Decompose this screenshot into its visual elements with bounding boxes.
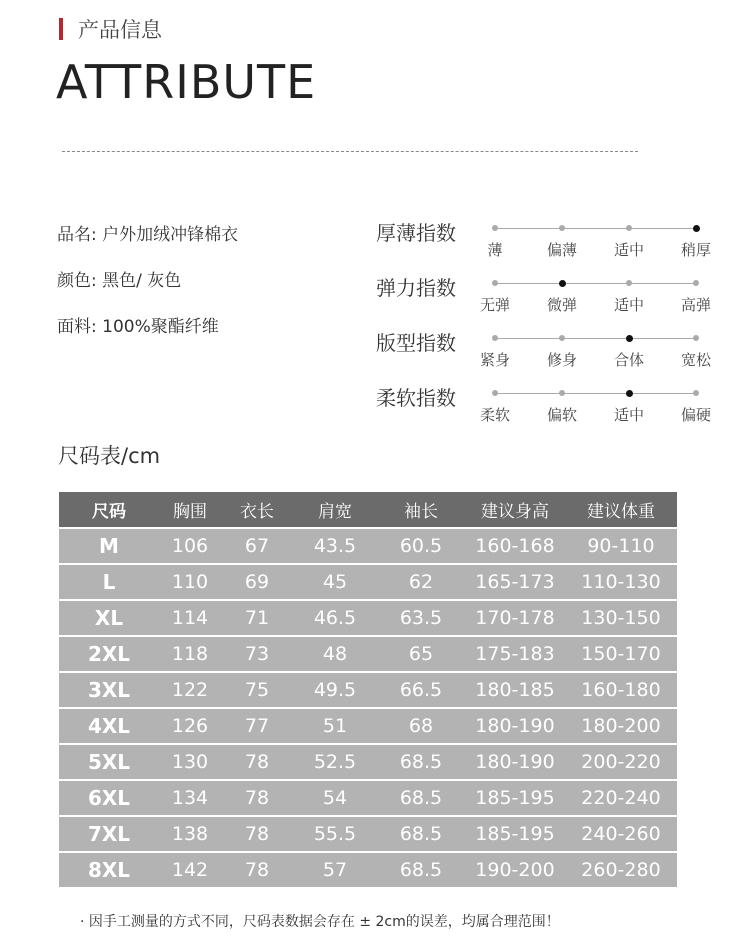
index-dot	[559, 225, 565, 231]
index-dot	[492, 335, 498, 341]
size-cell: 6XL	[59, 780, 159, 816]
index-dot	[693, 335, 699, 341]
table-cell: 142	[159, 852, 221, 887]
table-header-cell: 肩宽	[293, 492, 377, 528]
index-option-label: 紧身	[479, 351, 510, 369]
table-header-cell: 衣长	[221, 492, 293, 528]
index-option-label: 偏硬	[680, 406, 711, 424]
table-cell: 185-195	[465, 816, 565, 852]
table-row	[59, 708, 677, 744]
table-cell: 49.5	[293, 672, 377, 708]
index-option-label: 无弹	[479, 296, 510, 314]
table-header-cell: 建议体重	[565, 492, 677, 528]
size-cell: 2XL	[59, 636, 159, 672]
table-cell: 170-178	[465, 600, 565, 636]
table-cell: 55.5	[293, 816, 377, 852]
index-option-label: 高弹	[680, 296, 711, 314]
info-label: 面料	[57, 317, 91, 337]
table-cell: 63.5	[377, 600, 465, 636]
table-cell: 71	[221, 600, 293, 636]
table-cell: 75	[221, 672, 293, 708]
index-option-label: 适中	[613, 406, 644, 424]
table-cell: 68.5	[377, 780, 465, 816]
table-cell: 110-130	[565, 564, 677, 600]
table-cell: 69	[221, 564, 293, 600]
index-dot-selected	[559, 280, 566, 287]
info-name-row: 品名: 户外加绒冲锋棉衣	[57, 225, 239, 245]
table-cell: 45	[293, 564, 377, 600]
index-option-label: 宽松	[680, 351, 711, 369]
table-cell: 68.5	[377, 816, 465, 852]
table-cell: 165-173	[465, 564, 565, 600]
table-cell: 54	[293, 780, 377, 816]
table-cell: 160-168	[465, 528, 565, 564]
index-option-label: 适中	[613, 296, 644, 314]
table-cell: 68.5	[377, 852, 465, 887]
index-option-label: 稍厚	[680, 241, 711, 259]
table-row	[59, 744, 677, 780]
info-value: 100%聚酯纤维	[102, 317, 219, 337]
size-cell: 3XL	[59, 672, 159, 708]
table-cell: 138	[159, 816, 221, 852]
table-cell: 48	[293, 636, 377, 672]
size-table-title: 尺码表/cm	[58, 444, 161, 468]
table-cell: 62	[377, 564, 465, 600]
table-cell: 240-260	[565, 816, 677, 852]
size-cell: XL	[59, 600, 159, 636]
table-cell: 134	[159, 780, 221, 816]
table-cell: 260-280	[565, 852, 677, 887]
table-row	[59, 600, 677, 636]
info-label: 品名	[57, 225, 91, 245]
table-cell: 130	[159, 744, 221, 780]
table-cell: 175-183	[465, 636, 565, 672]
table-cell: 67	[221, 528, 293, 564]
table-cell: 106	[159, 528, 221, 564]
info-color-row: 颜色: 黑色/ 灰色	[57, 271, 182, 291]
table-cell: 52.5	[293, 744, 377, 780]
info-label: 颜色	[57, 271, 91, 291]
size-cell: M	[59, 528, 159, 564]
index-option-label: 柔软	[479, 406, 510, 424]
table-cell: 43.5	[293, 528, 377, 564]
table-cell: 110	[159, 564, 221, 600]
table-cell: 73	[221, 636, 293, 672]
index-dot-selected	[693, 225, 700, 232]
index-option-label: 适中	[613, 241, 644, 259]
index-option-label: 偏薄	[546, 241, 577, 259]
table-cell: 160-180	[565, 672, 677, 708]
table-cell: 78	[221, 852, 293, 887]
table-cell: 200-220	[565, 744, 677, 780]
size-cell: 5XL	[59, 744, 159, 780]
table-row	[59, 852, 677, 887]
table-cell: 65	[377, 636, 465, 672]
index-dot	[492, 225, 498, 231]
index-dot-selected	[626, 390, 633, 397]
index-option-label: 偏软	[546, 406, 577, 424]
index-scale-line	[495, 338, 697, 339]
footnote: · 因手工测量的方式不同，尺码表数据会存在 ± 2cm的误差，均属合理范围！	[80, 914, 560, 930]
info-fabric-row: 面料: 100%聚酯纤维	[57, 317, 219, 337]
table-cell: 78	[221, 780, 293, 816]
index-option-label: 合体	[613, 351, 644, 369]
table-row	[59, 780, 677, 816]
table-row	[59, 636, 677, 672]
table-cell: 46.5	[293, 600, 377, 636]
table-cell: 77	[221, 708, 293, 744]
index-label: 版型指数	[376, 331, 456, 355]
section-title: 产品信息	[78, 18, 162, 42]
table-cell: 180-190	[465, 744, 565, 780]
index-label: 弹力指数	[376, 276, 456, 300]
dashed-divider	[62, 151, 638, 152]
table-header-row	[59, 492, 677, 528]
table-row	[59, 564, 677, 600]
table-row	[59, 672, 677, 708]
info-value: 户外加绒冲锋棉衣	[102, 225, 239, 245]
table-cell: 68	[377, 708, 465, 744]
table-cell: 51	[293, 708, 377, 744]
index-option-label: 微弹	[546, 296, 577, 314]
table-cell: 150-170	[565, 636, 677, 672]
section-subtitle: ATTRIBUTE	[56, 55, 317, 109]
table-row	[59, 816, 677, 852]
index-scale-line	[495, 228, 697, 229]
table-cell: 66.5	[377, 672, 465, 708]
index-dot-selected	[626, 335, 633, 342]
table-cell: 78	[221, 816, 293, 852]
table-cell: 118	[159, 636, 221, 672]
index-option-label: 薄	[487, 241, 503, 259]
index-dot	[626, 280, 632, 286]
header-accent-bar	[59, 18, 63, 40]
table-cell: 130-150	[565, 600, 677, 636]
index-dot	[559, 390, 565, 396]
table-cell: 60.5	[377, 528, 465, 564]
size-table	[59, 492, 677, 887]
index-dot	[492, 390, 498, 396]
info-value: 黑色/ 灰色	[102, 271, 182, 291]
table-header-cell: 袖长	[377, 492, 465, 528]
index-dot	[693, 390, 699, 396]
index-dot	[559, 335, 565, 341]
table-cell: 90-110	[565, 528, 677, 564]
index-label: 柔软指数	[376, 386, 456, 410]
table-cell: 180-190	[465, 708, 565, 744]
table-cell: 220-240	[565, 780, 677, 816]
index-dot	[626, 225, 632, 231]
table-cell: 114	[159, 600, 221, 636]
index-dot	[693, 280, 699, 286]
index-option-label: 修身	[546, 351, 577, 369]
table-cell: 190-200	[465, 852, 565, 887]
table-header-cell: 尺码	[59, 492, 159, 528]
table-cell: 122	[159, 672, 221, 708]
table-cell: 68.5	[377, 744, 465, 780]
table-header-cell: 建议身高	[465, 492, 565, 528]
table-row	[59, 528, 677, 564]
table-cell: 180-185	[465, 672, 565, 708]
index-label: 厚薄指数	[376, 221, 456, 245]
table-cell: 126	[159, 708, 221, 744]
table-cell: 78	[221, 744, 293, 780]
size-cell: 7XL	[59, 816, 159, 852]
table-header-cell: 胸围	[159, 492, 221, 528]
table-cell: 180-200	[565, 708, 677, 744]
table-cell: 57	[293, 852, 377, 887]
size-cell: 8XL	[59, 852, 159, 887]
index-dot	[492, 280, 498, 286]
index-scale-line	[495, 283, 697, 284]
table-cell: 185-195	[465, 780, 565, 816]
size-cell: L	[59, 564, 159, 600]
index-scale-line	[495, 393, 697, 394]
size-cell: 4XL	[59, 708, 159, 744]
